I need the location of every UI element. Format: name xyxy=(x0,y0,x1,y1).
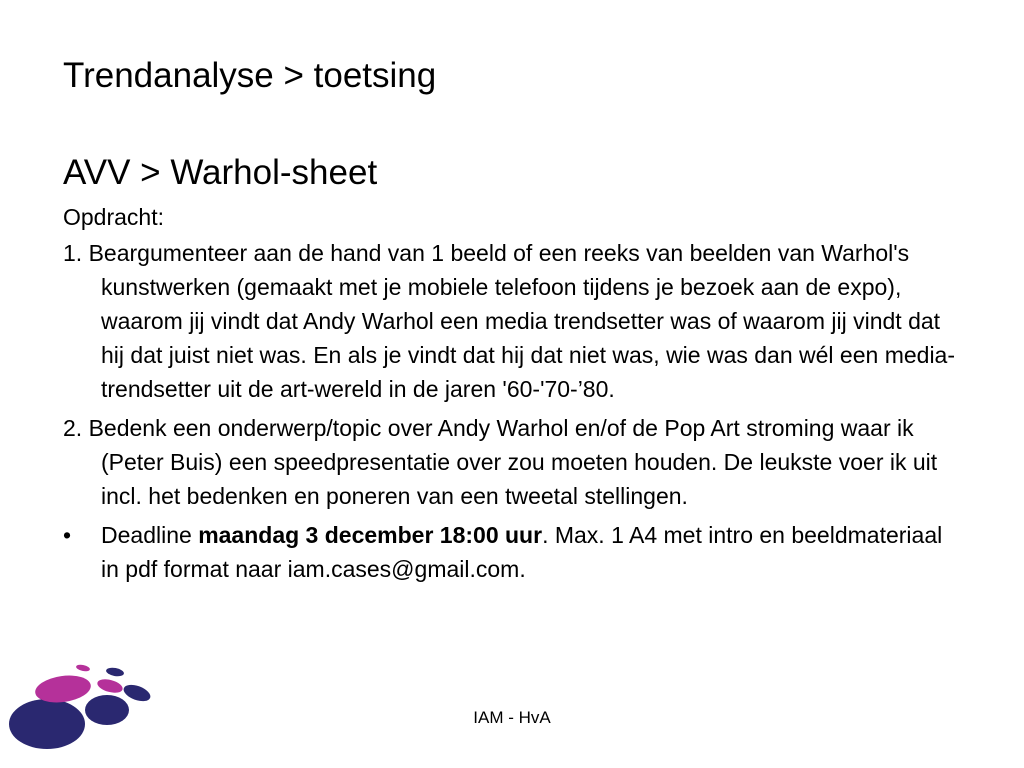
item-2-text: Bedenk een onderwerp/topic over Andy Warhol en/of de Pop Art stroming waar ik (Peter Buis) een speedpresentatie over zou moeten houden. De leukste voer ik uit incl. het bedenken en poneren van een tweetal stellingen. xyxy=(88,415,938,509)
slide-title: Trendanalyse > toetsing xyxy=(63,56,437,95)
slide-footer: IAM - HvA xyxy=(473,708,551,727)
assignment-item-1 xyxy=(63,236,963,406)
slide-subheading: AVV > Warhol-sheet xyxy=(63,153,378,192)
deadline-bullet xyxy=(63,518,963,586)
item-2-number: 2. xyxy=(63,415,83,441)
item-1-text: Beargumenteer aan de hand van 1 beeld of een reeks van beelden van Warhol's kunstwerken (gemaakt met je mobiele telefoon tijdens je bezoek aan de expo), waarom jij vindt dat Andy Warhol een media trendsetter was of waarom jij vindt dat hij dat juist niet was. En als je vindt dat hij dat niet was, wie was dan wél een media-trendsetter uit de art-wereld in de jaren '60-'70-’80. xyxy=(88,240,955,402)
assignment-label: Opdracht: xyxy=(63,204,164,230)
logo-blob-navy-small xyxy=(121,682,152,705)
assignment-item-2 xyxy=(63,411,963,513)
logo-blob-magenta-tiny xyxy=(76,664,91,673)
slide-content xyxy=(63,152,963,588)
item-1-number: 1. xyxy=(63,240,83,266)
deadline-suffix: . Max. 1 A4 met intro en beeldmateriaal in pdf format naar iam.cases@gmail.com. xyxy=(101,522,943,582)
logo-blob-navy-tiny xyxy=(105,666,124,677)
deadline-prefix: Deadline xyxy=(101,522,199,548)
bullet-marker: • xyxy=(63,522,72,548)
deadline-date: maandag 3 december 18:00 uur xyxy=(198,522,543,548)
logo-blob-magenta-small xyxy=(96,677,124,695)
